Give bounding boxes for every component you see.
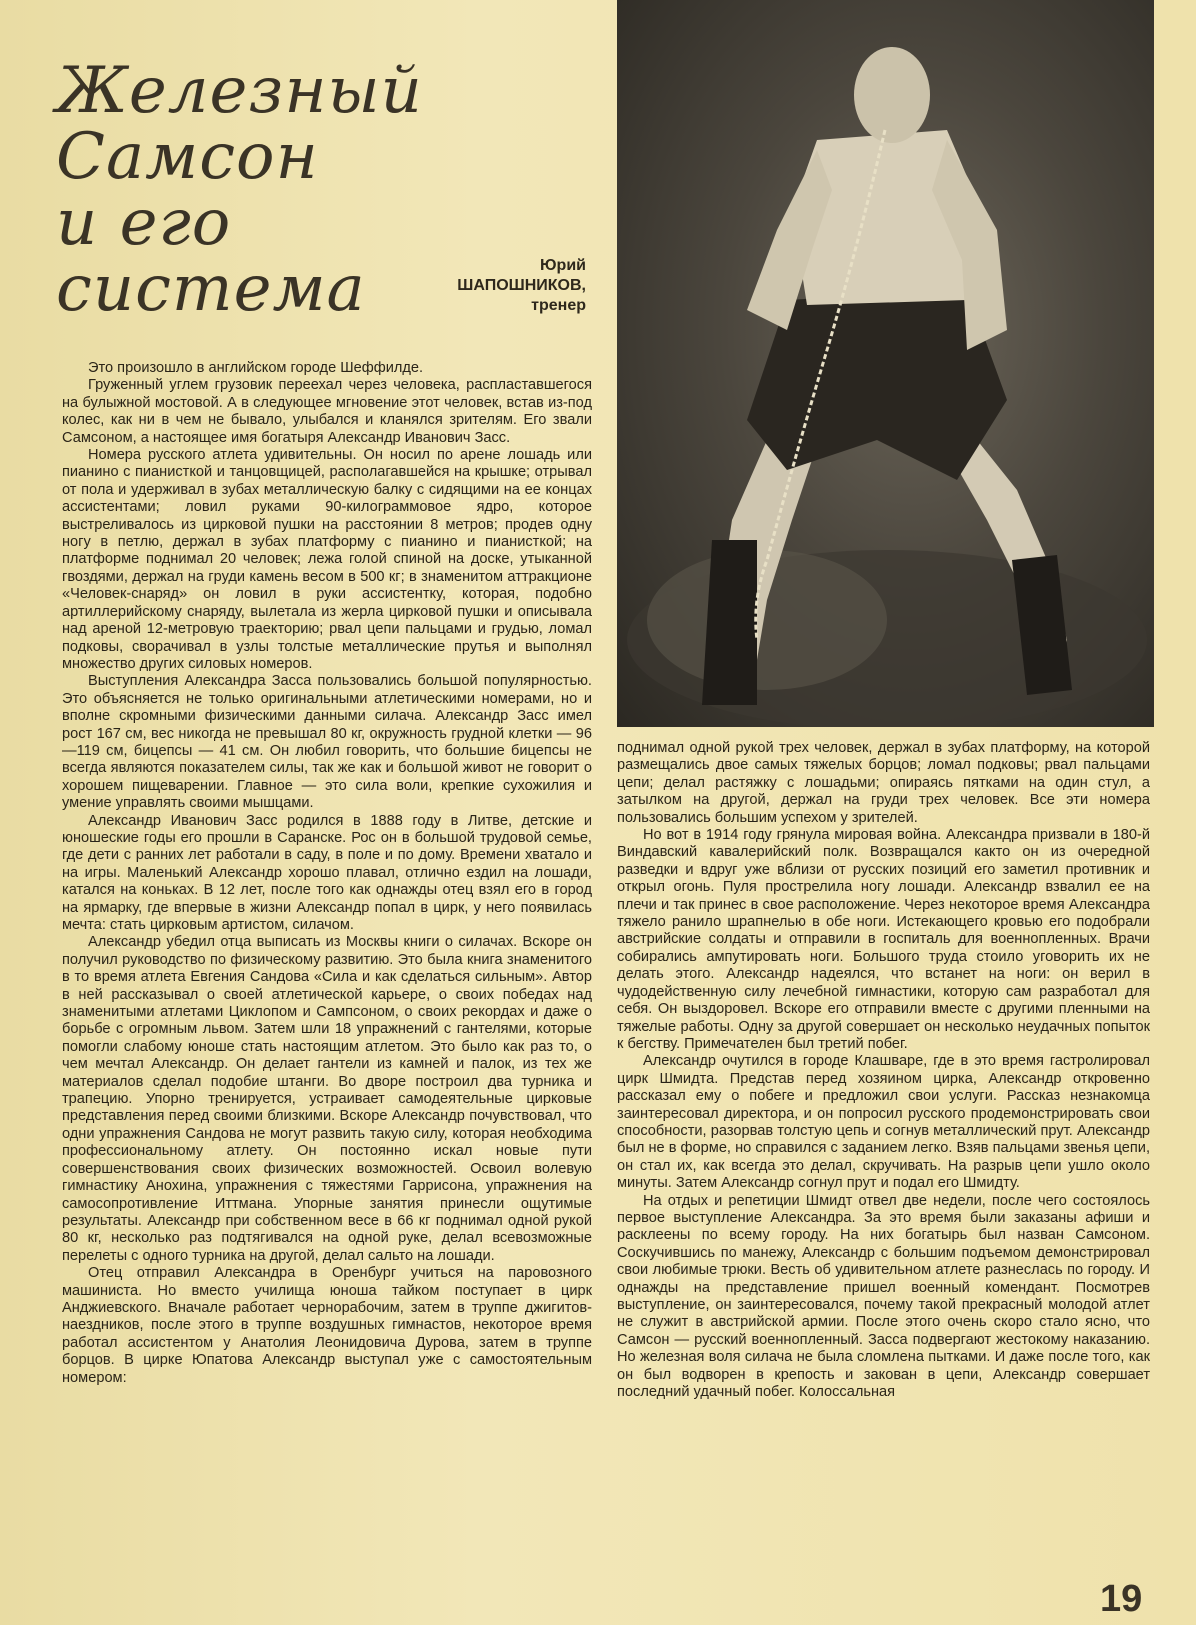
strongman-photo	[617, 0, 1154, 727]
paragraph: Александр убедил отца выписать из Москвы книги о силачах. Вскоре он получил руководство по физическому развитию. Это была книга знаменитого в то время атлета Евгения Сандова «Сила и как сделаться сильным». Автор в ней рассказывал о своей атлетической карьере, о своих победах над знаменитыми атлетами Циклопом и Сампсоном, о своих рекордах и даже о борьбе с огромным львом. Затем шли 18 упражнений с гантелями, которые помогли слабому юноше стать настоящим атлетом. Это было как раз то, о чем мечтал Александр. Он делает гантели из камней и палок, из тех же материалов сделал подобие штанги. Во дворе построил два турника и трапецию. Упорно тренируется, устраивает самодеятельные цирковые представления перед своими близкими. Вскоре Александр почувствовал, что одни упражнения Сандова не могут развить такую силу, которая необходима профессиональному атлету. Он постоянно искал новые пути совершенствования своих физических возможностей. Освоил волевую гимнастику Анохина, упражнения с тяжестями Гаррисона, упражнения на самосопротивление Иттмана. Упорные занятия принесли ощутимые результаты. Александр при собственном весе в 66 кг поднимал одной рукой 80 кг, несколько раз подтягивался на одной руке, делал всевозможные перелеты с одного турника на другой, делал сальто на лошади.	[62, 934, 592, 1264]
article-column-right	[617, 740, 1150, 1401]
title-line: и его	[56, 186, 232, 260]
title-line: система	[56, 252, 366, 326]
paragraph: Александр очутился в городе Клашваре, где в это время гастролировал цирк Шмидта. Представ перед хозяином цирка, Александр откровенно рассказал ему о побеге и предложил свои услуги. Рассказ незнакомца заинтересовал директора, и он попросил русского продемонстрировать свои способности, разорвав толстую цепь и согнув металлический прут. Александр был не в форме, но справился с заданием легко. Взяв пальцами звенья цепи, он стал их, как всегда это делал, скручивать. На разрыв цепи ушло около минуты. Затем Александр согнул прут и подал его Шмидту.	[617, 1053, 1150, 1192]
paragraph: поднимал одной рукой трех человек, держал в зубах платформу, на которой размещались двое самых тяжелых борцов; ломал подковы; рвал пальцами цепи; делал растяжку с лошадьми; опираясь пятками на один стул, а затылком на другой, держал на груди трех человек. Все эти номера пользовались большим успехом у зрителей.	[617, 740, 1150, 826]
article-column-left	[62, 360, 592, 1387]
paragraph: Александр Иванович Засс родился в 1888 году в Литве, детские и юношеские годы его прошли в Саранске. Рос он в большой трудовой семье, где дети с ранних лет работали в саду, в поле и по дому. Времени хватало и на игры. Маленький Александр хорошо плавал, отлично ездил на лошади, катался на коньках. В 12 лет, после того как однажды отец взял его в город на ярмарку, где впервые в жизни Александр попал в цирк, у него появилась мечта: стать цирковым артистом, силачом.	[62, 812, 592, 933]
paragraph: Но вот в 1914 году грянула мировая война. Александра призвали в 180-й Виндавский кавалерийский полк. Возвращался както он из очередной разведки и вдруг уже вблизи от русских позиций его заметил противник и открыл огонь. Пуля прострелила ногу лошади. Александр взвалил ее на плечи и так принес в свое расположение. Через некоторое время Александра тяжело ранило шрапнелью в обе ноги. Истекающего кровью его подобрали австрийские солдаты и отправили в госпиталь для военнопленных. Врачи собирались ампутировать ноги. Большого труда стоило уговорить их не делать этого. Александр надеялся, что встанет на ноги: он верил в чудодейственную силу лечебной гимнастики, которую сам разработал для себя. Он выздоровел. Вскоре его отправили вместе с другими пленными на тяжелые работы. Одну за другой совершает он несколько неудачных попыток к бегству. Примечателен был третий побег.	[617, 827, 1150, 1052]
paragraph: На отдых и репетиции Шмидт отвел две недели, после чего состоялось первое выступление Александра. За это время были заказаны афиши и расклеены по всему городу. На них богатырь был назван Самсоном. Соскучившись по манежу, Александр с большим подъемом демонстрировал свои любимые трюки. Весть об удивительном атлете разнеслась по городу. И однажды на представление пришел военный комендант. Посмотрев выступление, он заинтересовался, почему такой прекрасный молодой атлет не служит в австрийской армии. После этого очень скоро стало ясно, что Самсон — русский военнопленный. Засса подвергают жестокому наказанию. Но железная воля силача не была сломлена пытками. И даже после того, как он был водворен в крепость и закован в цепи, Александр совершает последний удачный побег. Колоссальная	[617, 1192, 1150, 1401]
paragraph: Груженный углем грузовик переехал через человека, распластавшегося на булыжной мостовой. А в следующее мгновение этот человек, встав из-под колес, как ни в чем не бывало, улыбался и кланялся зрителям. Его звали Самсоном, а настоящее имя богатыря Александр Иванович Засс.	[62, 377, 592, 446]
paragraph: Отец отправил Александра в Оренбург учиться на паровозного машиниста. Но вместо училища юноша тайком поступает в цирк Анджиевского. Вначале работает чернорабочим, затем в труппе джигитов-наездников, после этого в труппе воздушных гимнастов, некоторое время работал ассистентом у Анатолия Леонидовича Дурова, затем в труппе борцов. В цирке Юпатова Александр выступал уже с самостоятельным номером:	[62, 1265, 592, 1386]
article-title	[56, 54, 446, 326]
author-byline	[400, 256, 586, 316]
author-first-name: Юрий	[540, 257, 586, 274]
paragraph: Это произошло в английском городе Шеффилде.	[88, 360, 424, 376]
author-role: тренер	[531, 297, 586, 314]
author-last-name: ШАПОШНИКОВ,	[457, 277, 586, 294]
strongman-chain-photo-icon	[617, 0, 1154, 727]
title-line: Самсон	[56, 120, 319, 194]
page-number: 19	[1100, 1578, 1143, 1620]
paragraph: Выступления Александра Засса пользовались большой популярностью. Это объясняется не только оригинальными атлетическими номерами, но и вполне скромными физическими данными силача. Александр Засс имел рост 167 см, вес никогда не превышал 80 кг, окружность грудной клетки — 96—119 см, бицепсы — 41 см. Он любил говорить, что большие бицепсы не всегда являются показателем силы, так же как и большой живот не говорит о хорошем пищеварении. Главное — это сила воли, крепкие сухожилия и умение управлять своими мышцами.	[62, 673, 592, 812]
title-line: Железный	[56, 54, 423, 128]
paragraph: Номера русского атлета удивительны. Он носил по арене лошадь или пианино с пианисткой и танцовщицей, располагавшейся на крышке; отрывал от пола и удерживал в зубах металлическую балку с сидящими на ее концах ассистентами; ловил руками 90-килограммовое ядро, которое выстреливалось из цирковой пушки на расстоянии 8 метров; продев одну ногу в петлю, держал в зубах платформу с пианино и пианисткой; на платформе поднимал 20 человек; лежа голой спиной на доске, утыканной гвоздями, держал на груди камень весом в 500 кг; в знаменитом аттракционе «Человек-снаряд» он ловил в руки ассистентку, которая, подобно артиллерийскому снаряду, вылетала из жерла цирковой пушки и описывала над ареной 12-метровую траекторию; рвал цепи пальцами и грудью, ломал подковы, сворачивал в узлы толстые металлические прутья и выполнял множество других силовых номеров.	[62, 447, 592, 672]
